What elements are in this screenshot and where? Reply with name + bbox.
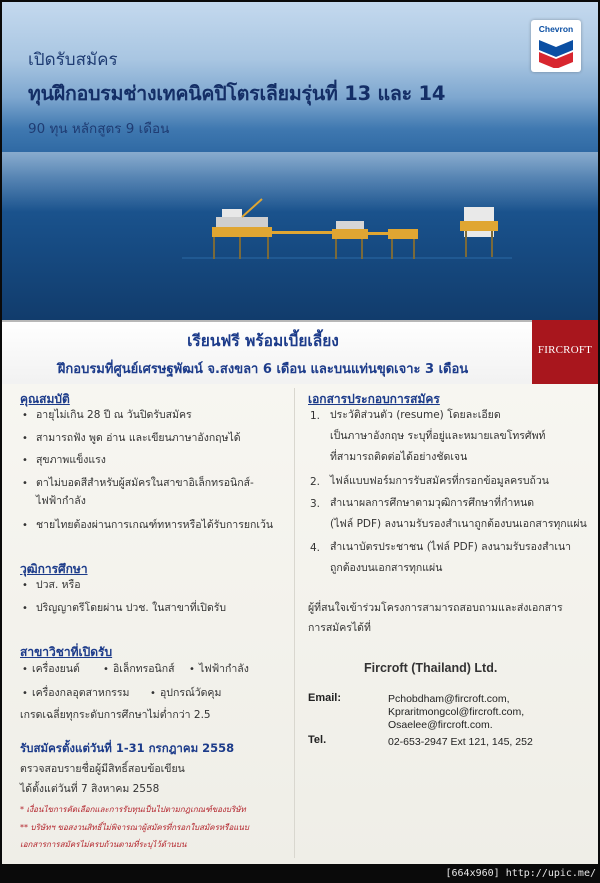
rights-note: ** บริษัทฯ ขอสงวนสิทธิ์ไม่พิจารณาผู้สมัครที่กรอกใบสมัครหรือแนบ xyxy=(20,823,249,832)
chevron-chevrons-icon xyxy=(539,36,573,68)
exam-list-check-text: ตรวจสอบรายชื่อผู้มีสิทธิ์สอบข้อเขียน xyxy=(20,763,185,775)
document-item: ประวัติส่วนตัว (resume) โดยละเอียด xyxy=(330,409,501,421)
qualification-item: สุขภาพแข็งแรง xyxy=(36,454,106,466)
qualification-item: ชายไทยต้องผ่านการเกณฑ์ทหารหรือได้รับการยกเว้น xyxy=(36,519,274,531)
document-item-continued: ถูกต้องบนเอกสารทุกแผ่น xyxy=(330,562,443,574)
document-number: 1. xyxy=(310,410,321,422)
application-period: รับสมัครตั้งแต่วันที่ 1-31 กรกฎาคม 2558 xyxy=(20,741,235,755)
gpa-requirement: เกรดเฉลี่ยทุกระดับการศึกษาไม่ต่ำกว่า 2.5 xyxy=(20,709,211,721)
document-number: 2. xyxy=(310,476,321,488)
qualification-item: ตาไม่บอดสีสำหรับผู้สมัครในสาขาอิเล็กทรอนิกส์- xyxy=(36,477,254,489)
bullet-icon: • xyxy=(22,520,28,531)
recruitment-poster xyxy=(2,2,598,864)
qualification-item-continued: ไฟฟ้ากำลัง xyxy=(36,495,86,507)
bullet-icon: • xyxy=(22,603,28,614)
bullet-icon: • xyxy=(22,455,28,466)
bullet-icon: • xyxy=(150,688,156,699)
phone-number[interactable]: 02-653-2947 Ext 121, 145, 252 xyxy=(388,736,533,748)
education-heading: วุฒิการศึกษา xyxy=(20,562,88,576)
bullet-icon: • xyxy=(103,664,109,675)
company-name: Fircroft (Thailand) Ltd. xyxy=(364,661,498,675)
bullet-icon: • xyxy=(22,478,28,489)
bullet-icon: • xyxy=(22,688,28,699)
document-item: ไฟล์แบบฟอร์มการรับสมัครที่กรอกข้อมูลครบถ้วน xyxy=(330,475,549,487)
benefits-banner xyxy=(2,320,598,387)
bullet-icon: • xyxy=(22,410,28,421)
documents-heading: เอกสารประกอบการสมัคร xyxy=(308,392,440,406)
poster-title: ทุนฝึกอบรมช่างเทคนิคปิโตรเลียมรุ่นที่ 13 และ 14 xyxy=(28,82,446,105)
field-item: เครื่องกลอุตสาหกรรม xyxy=(32,687,130,699)
qualification-item: อายุไม่เกิน 28 ปี ณ วันปิดรับสมัคร xyxy=(36,409,192,421)
bullet-icon: • xyxy=(189,664,195,675)
rights-note-continued: เอกสารการสมัครไม่ครบถ้วนตามที่ระบุไว้ด้านบน xyxy=(20,840,187,849)
fircroft-logo xyxy=(532,320,598,384)
field-item: อิเล็กทรอนิกส์ xyxy=(113,663,175,675)
hero-section xyxy=(2,2,598,320)
field-item: ไฟฟ้ากำลัง xyxy=(199,663,249,675)
email-address[interactable]: Kpraritmongcol@fircroft.com, xyxy=(388,706,525,718)
bullet-icon: • xyxy=(22,664,28,675)
selection-note: * เงื่อนไขการคัดเลือกและการรับทุนเป็นไปตามกฎเกณฑ์ของบริษัท xyxy=(20,805,246,814)
bullet-icon: • xyxy=(22,580,28,591)
fields-heading: สาขาวิชาที่เปิดรับ xyxy=(20,645,113,659)
document-number: 4. xyxy=(310,542,321,554)
document-item-continued: ที่สามารถติดต่อได้อย่างชัดเจน xyxy=(330,451,468,463)
open-recruitment-label: เปิดรับสมัคร xyxy=(28,50,118,70)
document-number: 3. xyxy=(310,498,321,510)
exam-list-check-date: ได้ตั้งแต่วันที่ 7 สิงหาคม 2558 xyxy=(20,783,160,795)
document-item: สำเนาบัตรประชาชน (ไฟล์ PDF) ลงนามรับรองสำเนา xyxy=(330,541,572,553)
contact-intro: ผู้ที่สนใจเข้าร่วมโครงการสามารถสอบถามและส่งเอกสาร xyxy=(308,602,563,614)
chevron-logo xyxy=(531,20,581,72)
training-location-text: ฝึกอบรมที่ศูนย์เศรษฐพัฒน์ จ.สงขลา 6 เดือน และบนแท่นขุดเจาะ 3 เดือน xyxy=(57,362,469,377)
bullet-icon: • xyxy=(22,433,28,444)
qualifications-heading: คุณสมบัติ xyxy=(20,392,70,406)
document-item-continued: (ไฟล์ PDF) ลงนามรับรองสำเนาถูกต้องบนเอกสารทุกแผ่น xyxy=(330,518,587,530)
image-host-watermark: [664x960] http://upic.me/ xyxy=(445,868,596,879)
education-item: ปริญญาตรีโดยผ่าน ปวช. ในสาขาที่เปิดรับ xyxy=(36,602,227,614)
qualification-item: สามารถฟัง พูด อ่าน และเขียนภาษาอังกฤษได้ xyxy=(36,432,241,444)
email-address[interactable]: Pchobdham@fircroft.com, xyxy=(388,693,510,705)
column-divider xyxy=(294,388,295,858)
email-label: Email: xyxy=(308,692,342,704)
field-item: เครื่องยนต์ xyxy=(32,663,80,675)
fircroft-logo-text: FIRCROFT xyxy=(537,344,593,356)
email-address[interactable]: Osaelee@fircroft.com. xyxy=(388,719,493,731)
benefits-headline: เรียนฟรี พร้อมเบี้ยเลี้ยง xyxy=(187,332,339,350)
poster-subtitle: 90 ทุน หลักสูตร 9 เดือน xyxy=(28,121,170,137)
tel-label: Tel. xyxy=(308,734,327,746)
field-item: อุปกรณ์วัดคุม xyxy=(160,687,222,699)
offshore-platform-illustration xyxy=(182,197,512,277)
document-item: สำเนาผลการศึกษาตามวุฒิการศึกษาที่กำหนด xyxy=(330,497,535,509)
document-item-continued: เป็นภาษาอังกฤษ ระบุที่อยู่และหมายเลขโทรศัพท์ xyxy=(330,430,546,442)
contact-intro-continued: การสมัครได้ที่ xyxy=(308,622,371,634)
chevron-logo-text: Chevron xyxy=(538,24,574,34)
education-item: ปวส. หรือ xyxy=(36,579,81,591)
